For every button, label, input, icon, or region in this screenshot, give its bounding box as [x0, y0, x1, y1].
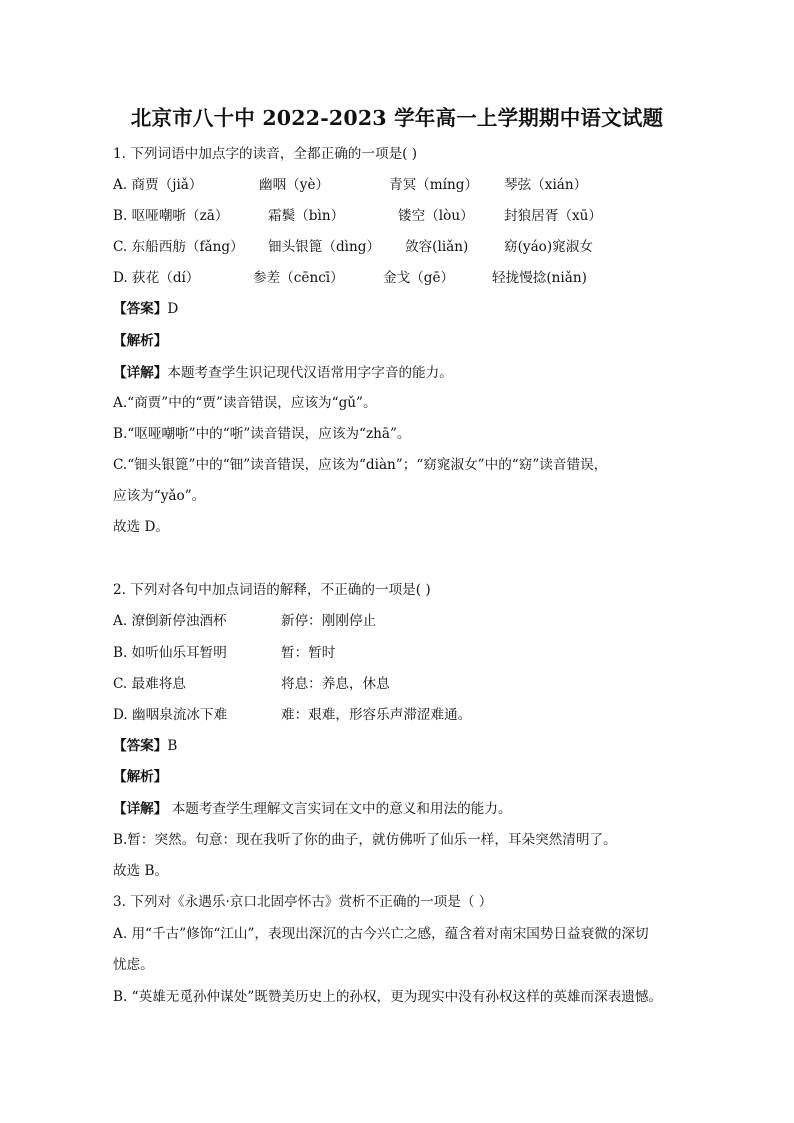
- q1-option-a-3: 青冥（míng）: [389, 177, 479, 193]
- q1-option-a-1: A. 商贾（jiǎ）: [113, 177, 203, 193]
- q2-explanation-line: B.暂：突然。句意：现在我听了你的曲子，就仿佛听了仙乐一样，耳朵突然清明了。: [113, 832, 617, 848]
- q1-explanation-line: B.“呕哑嘲哳”中的“哳”读音错误，应该为“zhā”。: [113, 426, 411, 442]
- q3-option-a: A. 用“千古”修饰“江山”，表现出深沉的古今兴亡之感，蕴含着对南宋国势日益衰微的深切: [113, 926, 649, 942]
- q2-option-d-gloss: 难：艰难，形容乐声滞涩难通。: [281, 707, 472, 723]
- q1-explanation-line: 应该为“yǎo”。: [113, 488, 206, 504]
- q2-conclusion: 故选 B。: [113, 863, 169, 879]
- q1-option-d-4: 轻拢慢捻(niǎn): [492, 270, 587, 286]
- q2-option-c-gloss: 将息：养息，休息: [281, 676, 390, 692]
- q1-option-c-4: 窈(yáo)窕淑女: [504, 239, 593, 255]
- q1-option-c-2: 钿头银篦（dìng）: [268, 239, 381, 255]
- q1-analysis-label: 【解析】: [113, 333, 168, 349]
- document-title: 北京市八十中 2022-2023 学年高一上学期期中语文试题: [130, 106, 664, 130]
- q2-option-d: D. 幽咽泉流冰下难: [113, 707, 228, 723]
- q1-answer: [113, 299, 178, 319]
- q1-option-b-1: B. 呕哑嘲哳（zā）: [113, 208, 229, 224]
- q2-stem: 2. 下列对各句中加点词语的解释，不正确的一项是( ): [113, 582, 431, 598]
- q1-conclusion: 故选 D。: [113, 519, 170, 535]
- q2-option-a-gloss: 新停：刚刚停止: [281, 613, 377, 629]
- q2-option-b: B. 如听仙乐耳暂明: [113, 645, 227, 661]
- answer-value: B: [167, 738, 178, 754]
- detail-label: 【详解】: [113, 801, 168, 817]
- q1-option-d-2: 参差（cēncī）: [253, 270, 344, 286]
- q1-detail: [113, 363, 453, 383]
- q1-option-c-1: C. 东船西舫（fǎng）: [113, 239, 244, 255]
- q1-option-c-3: 敛容(liǎn): [405, 239, 469, 255]
- q2-detail: [113, 799, 512, 819]
- q3-option-a-cont: 忧虑。: [113, 957, 154, 973]
- q1-stem: 1. 下列词语中加点字的读音，全都正确的一项是( ): [113, 146, 418, 162]
- q3-option-b: B. “英雄无觅孙仲谋处”既赞美历史上的孙权，更为现实中没有孙权这样的英雄而深表遗憾。: [113, 989, 663, 1005]
- q2-option-c: C. 最难将息: [113, 676, 186, 692]
- q1-option-b-4: 封狼居胥（xū）: [504, 208, 602, 224]
- q3-stem: 3. 下列对《永遇乐·京口北固亭怀古》赏析不正确的一项是（ ）: [113, 894, 493, 910]
- detail-text: 本题考查学生识记现代汉语常用字字音的能力。: [167, 365, 453, 381]
- q1-option-b-2: 霜鬓（bìn）: [268, 208, 345, 224]
- q1-option-a-4: 琴弦（xián）: [504, 177, 588, 193]
- q1-option-d-3: 金戈（gē）: [383, 270, 455, 286]
- q1-option-d-1: D. 荻花（dí）: [113, 270, 200, 286]
- q1-explanation-line: A.“商贾”中的“贾”读音错误，应该为“gǔ”。: [113, 395, 377, 411]
- q2-option-b-gloss: 暂：暂时: [281, 645, 336, 661]
- answer-value: D: [167, 301, 179, 317]
- q1-explanation-line: C.“钿头银篦”中的“钿”读音错误，应该为“diàn”；“窈窕淑女”中的“窈”读音错误，: [113, 457, 608, 473]
- q1-option-a-2: 幽咽（yè）: [259, 177, 330, 193]
- detail-label: 【详解】: [113, 365, 168, 381]
- detail-text: 本题考查学生理解文言实词在文中的意义和用法的能力。: [167, 801, 512, 817]
- q2-answer: [113, 736, 177, 756]
- q2-analysis-label: 【解析】: [113, 769, 168, 785]
- answer-label: 【答案】: [113, 738, 168, 754]
- q2-option-a: A. 潦倒新停浊酒杯: [113, 613, 227, 629]
- answer-label: 【答案】: [113, 301, 168, 317]
- q1-option-b-3: 镂空（lòu）: [398, 208, 474, 224]
